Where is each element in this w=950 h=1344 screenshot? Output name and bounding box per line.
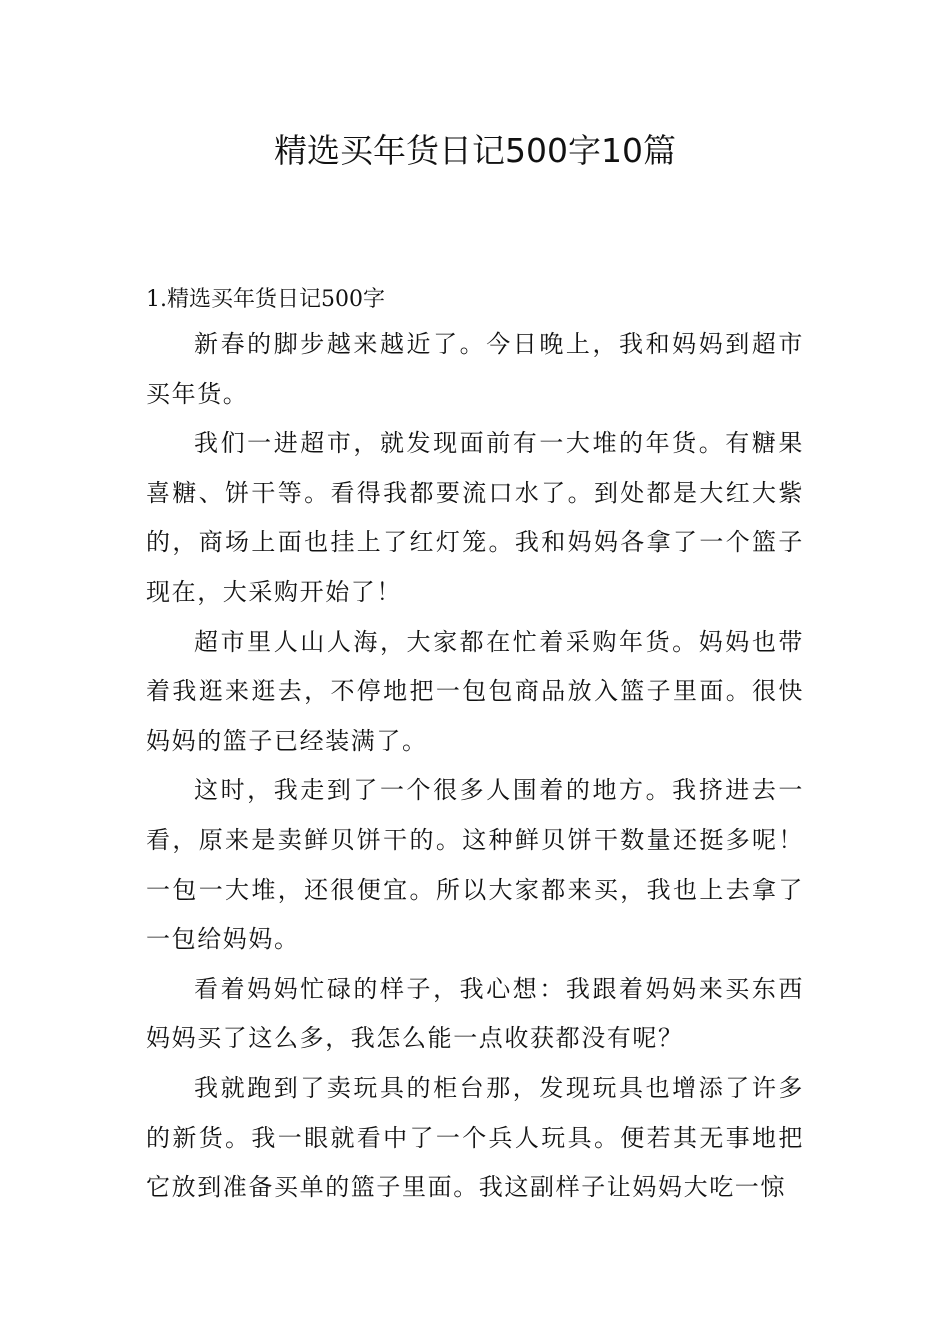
section-heading: 1.精选买年货日记500字 — [146, 287, 385, 312]
paragraph: 这时，我走到了一个很多人围着的地方。我挤进去一看，原来是卖鲜贝饼干的。这种鲜贝饼干数量还挺多呢！一包一大堆，还很便宜。所以大家都来买，我也上去拿了一包给妈妈。 — [146, 776, 804, 954]
document-body — [146, 280, 804, 1213]
paragraph: 新春的脚步越来越近了。今日晚上，我和妈妈到超市买年货。 — [146, 330, 804, 408]
paragraph: 超市里人山人海，大家都在忙着采购年货。妈妈也带着我逛来逛去，不停地把一包包商品放入篮子里面。很快妈妈的篮子已经装满了。 — [146, 627, 804, 755]
paragraph: 我就跑到了卖玩具的柜台那，发现玩具也增添了许多的新货。我一眼就看中了一个兵人玩具。便若其无事地把它放到准备买单的篮子里面。我这副样子让妈妈大吃一惊 — [146, 1073, 804, 1202]
paragraph: 我们一进超市，就发现面前有一大堆的年货。有糖果喜糖、饼干等。看得我都要流口水了。到处都是大红大紫的，商场上面也挂上了红灯笼。我和妈妈各拿了一个篮子现在，大采购开始了！ — [146, 429, 804, 606]
paragraph: 看着妈妈忙碌的样子，我心想：我跟着妈妈来买东西妈妈买了这么多，我怎么能一点收获都没有呢？ — [146, 974, 804, 1053]
document-title: 精选买年货日记500字10篇 — [274, 131, 676, 170]
